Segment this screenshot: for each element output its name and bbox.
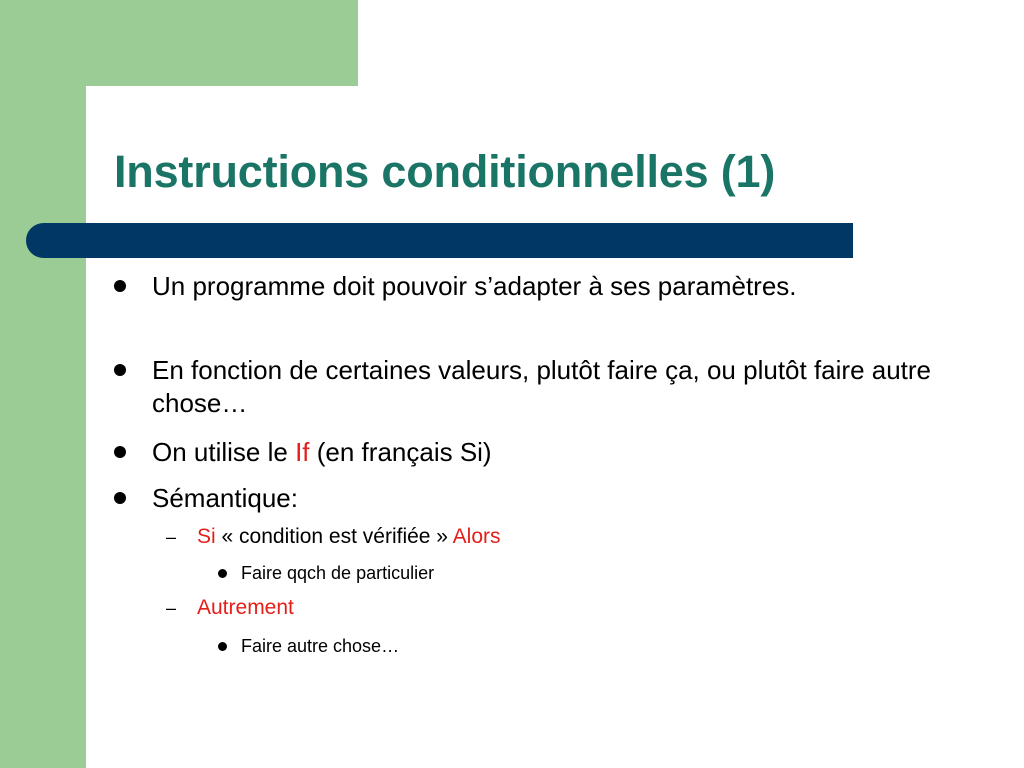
bullet-2: En fonction de certaines valeurs, plutôt faire ça, ou plutôt faire autre chose… xyxy=(152,355,932,418)
if-keyword: If xyxy=(295,437,310,467)
slide-title: Instructions conditionnelles (1) xyxy=(114,146,776,197)
sub-item-si xyxy=(197,524,501,550)
bullet-3 xyxy=(152,436,492,469)
bullet-dot-icon xyxy=(114,446,126,458)
sub-sub-item-2: Faire autre chose… xyxy=(241,636,400,656)
green-top-block xyxy=(0,0,358,86)
sub-sub-item-1: Faire qqch de particulier xyxy=(241,563,435,583)
bullet-4: Sémantique: xyxy=(152,483,298,513)
bullet-dot-icon xyxy=(114,492,126,504)
condition-text: « condition est vérifiée » xyxy=(215,525,453,548)
si-keyword: Si xyxy=(197,525,216,548)
alors-keyword: Alors xyxy=(452,525,501,548)
bullet-dot-icon xyxy=(218,642,227,651)
bullet-1: Un programme doit pouvoir s’adapter à ses paramètres. xyxy=(152,271,797,301)
dash-icon: – xyxy=(166,598,177,618)
bullet-dot-icon xyxy=(218,569,227,578)
bullet-dot-icon xyxy=(114,280,126,292)
title-underline-bar xyxy=(26,223,853,258)
bullet-3-suffix: (en français Si) xyxy=(309,437,492,467)
bullet-3-prefix: On utilise le xyxy=(152,437,296,467)
bullet-dot-icon xyxy=(114,364,126,376)
sub-item-autrement: Autrement xyxy=(197,596,294,619)
dash-icon: – xyxy=(166,527,177,547)
green-side-band xyxy=(0,0,86,768)
